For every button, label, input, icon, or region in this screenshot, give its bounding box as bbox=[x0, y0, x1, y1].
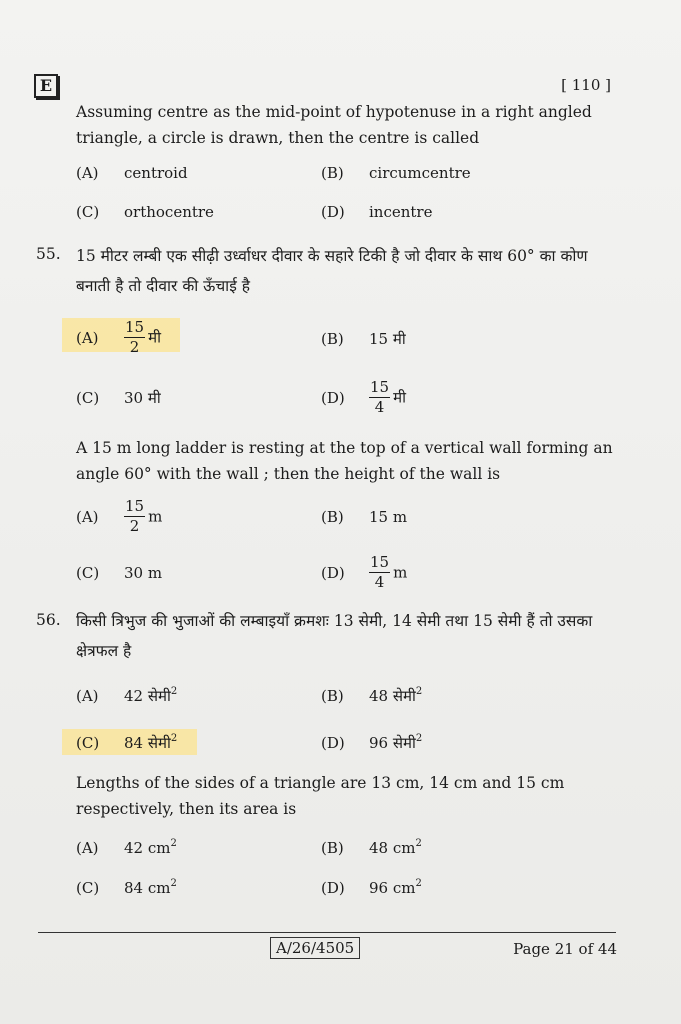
option-superscript: 2 bbox=[415, 686, 423, 697]
option-text: 96 cm bbox=[369, 879, 416, 897]
option-label: (C) bbox=[76, 203, 100, 221]
page-number: [ 110 ] bbox=[561, 76, 611, 94]
option-text: 48 सेमी bbox=[369, 687, 416, 705]
option-label: (B) bbox=[321, 330, 344, 348]
q56-en-option-b bbox=[321, 838, 422, 857]
option-text: 15 मी bbox=[369, 330, 406, 348]
option-unit: मी bbox=[393, 388, 406, 407]
q55-hi-option-a bbox=[76, 320, 161, 355]
option-text: 30 मी bbox=[124, 389, 161, 407]
fraction bbox=[124, 320, 145, 355]
fraction-numerator: 15 bbox=[370, 553, 390, 571]
option-label: (B) bbox=[321, 508, 344, 526]
option-label: (A) bbox=[76, 164, 99, 182]
option-text: centroid bbox=[124, 164, 188, 182]
q54-option-c bbox=[76, 203, 214, 221]
option-text: circumcentre bbox=[369, 164, 471, 182]
option-superscript: 2 bbox=[170, 838, 177, 849]
q56-text-en: Lengths of the sides of a triangle are 13 cm, 14 cm and 15 cm respectively, then its area is bbox=[76, 774, 565, 818]
q54-option-a bbox=[76, 164, 188, 182]
option-label: (B) bbox=[321, 687, 344, 705]
q56-hi-option-c bbox=[76, 733, 177, 753]
q56-en-option-d bbox=[321, 878, 422, 897]
fraction-denominator: 4 bbox=[374, 573, 385, 591]
q56-en-option-c bbox=[76, 878, 177, 897]
q55-hi-option-d bbox=[321, 380, 406, 415]
option-text: orthocentre bbox=[124, 203, 214, 221]
option-superscript: 2 bbox=[415, 878, 422, 889]
footer-page-count: Page 21 of 44 bbox=[513, 940, 617, 958]
q55-en-option-b bbox=[321, 508, 407, 526]
option-label: (A) bbox=[76, 687, 99, 705]
option-superscript: 2 bbox=[170, 878, 177, 889]
fraction-numerator: 15 bbox=[125, 497, 145, 515]
q55-hi-option-c bbox=[76, 388, 161, 408]
option-label: (C) bbox=[76, 389, 100, 407]
q54-option-b bbox=[321, 164, 471, 182]
option-label: (A) bbox=[76, 507, 99, 526]
option-label: (B) bbox=[321, 839, 344, 857]
q55-hi-option-b bbox=[321, 329, 406, 349]
fraction bbox=[124, 499, 145, 534]
fraction bbox=[369, 555, 390, 590]
q54-text-en: Assuming centre as the mid-point of hypotenuse in a right angled triangle, a circle is drawn, then the centre is called bbox=[76, 103, 592, 147]
footer-rule bbox=[38, 932, 616, 933]
option-text: 84 cm bbox=[124, 879, 171, 897]
option-label: (D) bbox=[321, 388, 345, 407]
q56-en-option-a bbox=[76, 838, 177, 857]
option-label: (A) bbox=[76, 839, 99, 857]
q56-hi-option-a bbox=[76, 686, 177, 706]
fraction bbox=[369, 380, 390, 415]
option-superscript: 2 bbox=[415, 733, 423, 744]
option-unit: m bbox=[393, 563, 408, 582]
q55-text-en: A 15 m long ladder is resting at the top of a vertical wall forming an angle 60° with the wall ; then the height of the wall is bbox=[76, 439, 613, 483]
q56-text-hi: किसी त्रिभुज की भुजाओं की लम्बाइयाँ क्रमशः 13 सेमी, 14 सेमी तथा 15 सेमी हैं तो उसका क्षेत्रफल है bbox=[76, 612, 593, 660]
q55-number: 55. bbox=[36, 245, 61, 263]
option-label: (B) bbox=[321, 164, 344, 182]
option-label: (D) bbox=[321, 203, 345, 221]
option-text: 42 सेमी bbox=[124, 687, 171, 705]
option-superscript: 2 bbox=[170, 733, 178, 744]
q54-option-d bbox=[321, 203, 432, 221]
option-text: 30 m bbox=[124, 564, 163, 582]
q56-number: 56. bbox=[36, 611, 61, 629]
option-text: 15 m bbox=[369, 508, 408, 526]
option-label: (D) bbox=[321, 563, 345, 582]
option-text: 84 सेमी bbox=[124, 734, 171, 752]
option-unit: मी bbox=[148, 328, 161, 347]
q56-hi-option-b bbox=[321, 686, 422, 706]
q55-en-option-a bbox=[76, 499, 162, 534]
option-text: 48 cm bbox=[369, 839, 416, 857]
q55-en-option-c bbox=[76, 564, 162, 582]
fraction-denominator: 2 bbox=[129, 517, 140, 535]
option-text: 42 cm bbox=[124, 839, 171, 857]
option-unit: m bbox=[148, 507, 163, 526]
fraction-numerator: 15 bbox=[370, 378, 390, 396]
option-superscript: 2 bbox=[170, 686, 178, 697]
q56-hi-option-d bbox=[321, 733, 422, 753]
set-code-badge: E bbox=[34, 74, 58, 98]
q55-en-option-d bbox=[321, 555, 407, 590]
option-label: (D) bbox=[321, 734, 345, 752]
q55-text-hi: 15 मीटर लम्बी एक सीढ़ी उर्ध्वाधर दीवार के सहारे टिकी है जो दीवार के साथ 60° का कोण बनाती है तो दीवार की ऊँचाई है bbox=[76, 247, 588, 295]
option-text: incentre bbox=[369, 203, 433, 221]
fraction-numerator: 15 bbox=[125, 318, 145, 336]
fraction-denominator: 4 bbox=[374, 398, 385, 416]
option-superscript: 2 bbox=[415, 838, 422, 849]
option-label: (C) bbox=[76, 564, 100, 582]
option-text: 96 सेमी bbox=[369, 734, 416, 752]
fraction-denominator: 2 bbox=[129, 338, 140, 356]
option-label: (A) bbox=[76, 328, 99, 347]
option-label: (D) bbox=[321, 879, 345, 897]
paper-code: A/26/4505 bbox=[270, 937, 360, 959]
option-label: (C) bbox=[76, 879, 100, 897]
option-label: (C) bbox=[76, 734, 100, 752]
